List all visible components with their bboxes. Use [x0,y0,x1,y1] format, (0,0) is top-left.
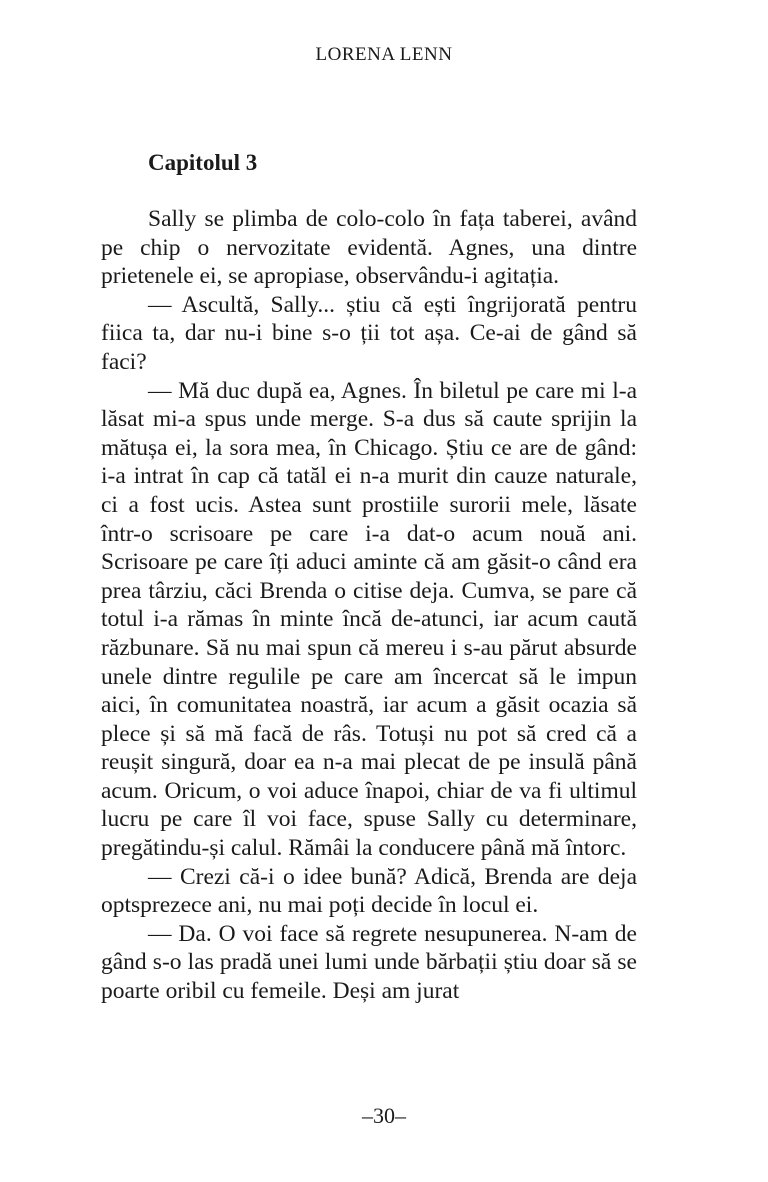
body-text [101,205,637,1006]
paragraph: — Mă duc după ea, Agnes. În biletul pe care mi l-a lăsat mi-a spus unde merge. S-a dus să caute sprijin la mătușa ei, la sora mea, în Chicago. Știu ce are de gând: i-a intrat în cap că tatăl ei n-a murit din cauze naturale, ci a fost ucis. Astea sunt prostiile surorii mele, lăsate într-o scrisoare pe care i-a dat-o acum nouă ani. Scrisoare pe care îți aduci aminte că am găsit-o când era prea târziu, căci Brenda o citise deja. Cumva, se pare că totul i-a rămas în minte încă de-atunci, iar acum caută răzbunare. Să nu mai spun că mereu i s-au părut absurde unele dintre regulile pe care am încercat să le impun aici, în comunitatea noastră, iar acum a găsit ocazia să plece și să mă facă de râs. Totuși nu pot să cred că a reușit singură, doar ea n-a mai plecat de pe insulă până acum. Oricum, o voi aduce înapoi, chiar de va fi ultimul lucru pe care îl voi face, spuse Sally cu determinare, pregătindu-și calul. Rămâi la conducere până mă întorc. [101,377,637,862]
paragraph: — Crezi că-i o idee bună? Adică, Brenda are deja optsprezece ani, nu mai poți decide în locul ei. [101,863,637,919]
running-header: LORENA LENN [315,44,453,65]
paragraph: — Da. O voi face să regrete nesupunerea. N-am de gând s-o las pradă unei lumi unde bărbații știu doar să se poarte oribil cu femeile. Deși am jurat [101,920,637,1005]
page-number: –30– [362,1103,406,1128]
paragraph: — Ascultă, Sally... știu că ești îngrijorată pentru fiica ta, dar nu-i bine s-o ții tot așa. Ce-ai de gând să faci? [101,291,637,375]
paragraph: Sally se plimba de colo-colo în fața taberei, având pe chip o nervozitate evidentă. Agnes, una dintre prietenele ei, se apropiase, observându-i agitația. [101,206,637,290]
chapter-title: Capitolul 3 [148,150,258,175]
